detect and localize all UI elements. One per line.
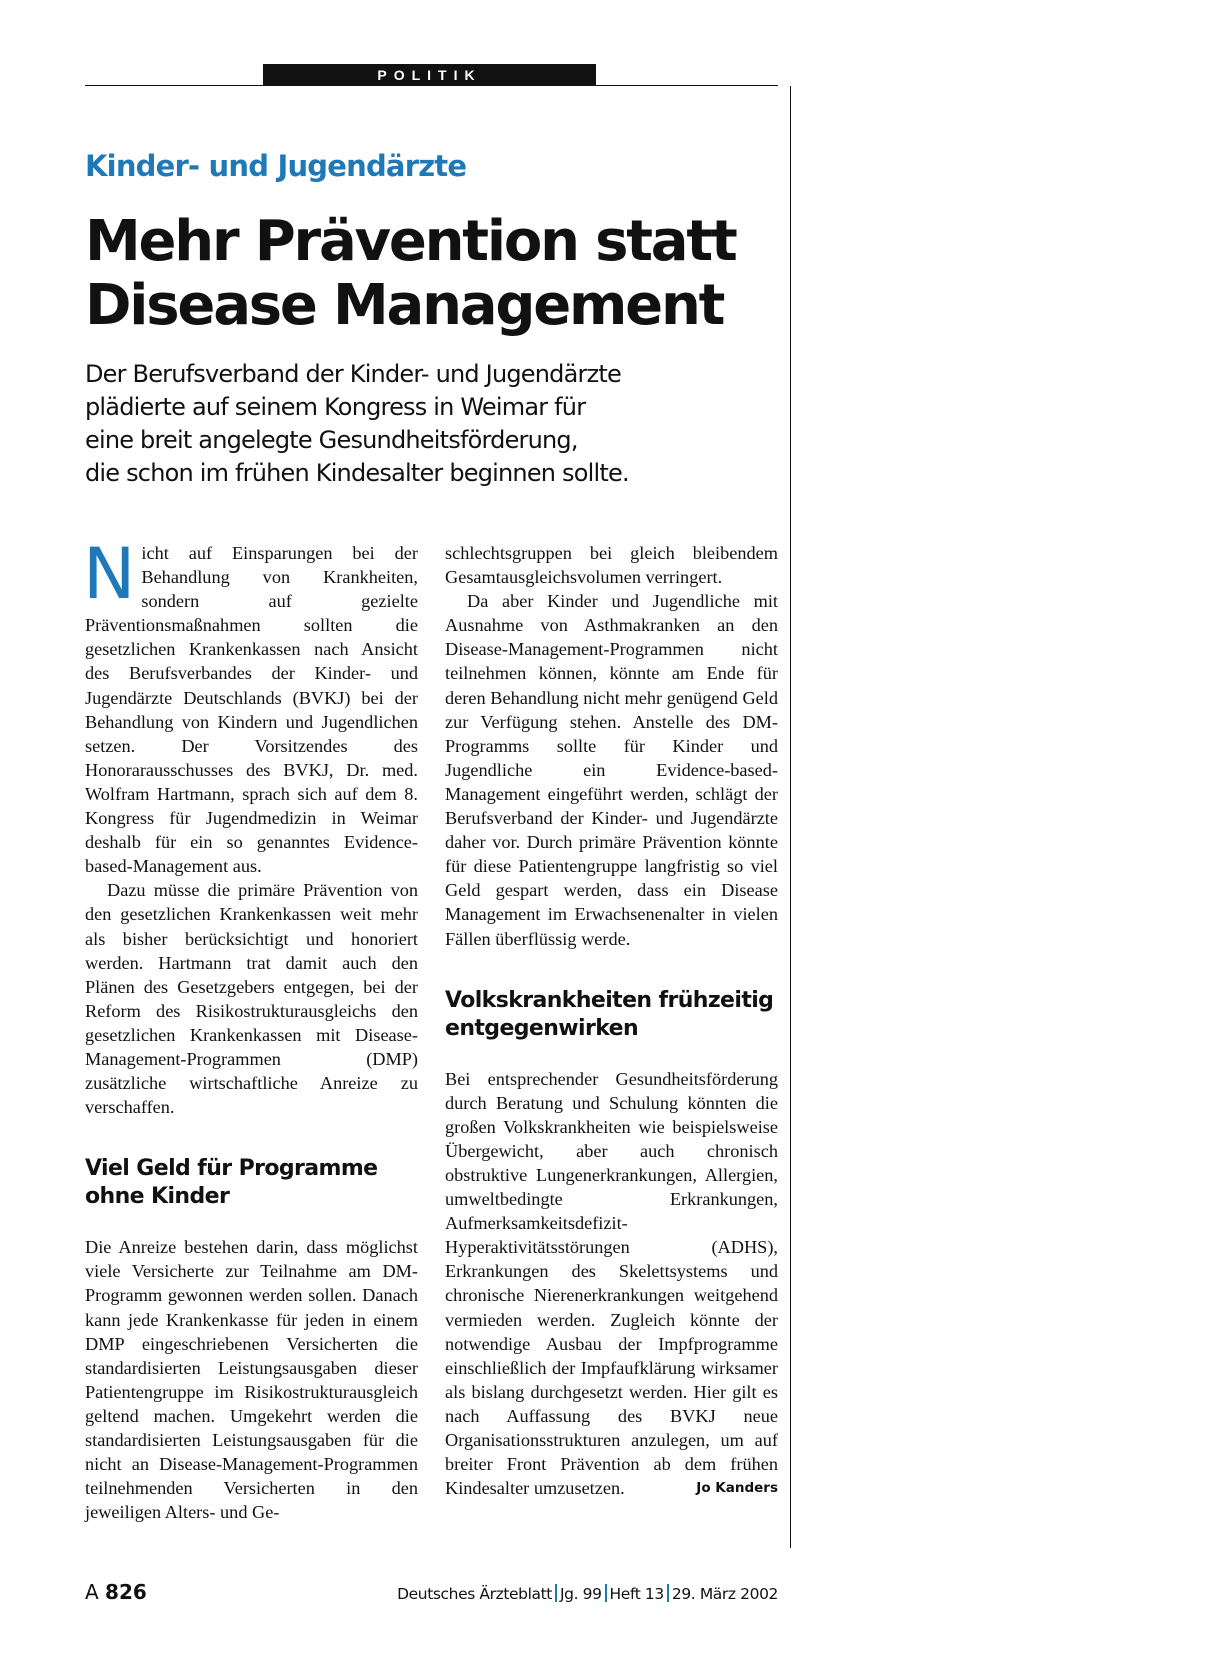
page-number [85, 1580, 147, 1604]
paragraph [445, 1067, 778, 1501]
headline-line: Mehr Prävention statt [85, 209, 736, 274]
paragraph-text: icht auf Einsparungen bei der Behandlung von Krankheiten, sondern auf gezielte Präventionsmaßnahmen sollten die gesetzlichen Krankenkassen nach Ansicht des Berufsverbandes der Kinder- und Jugendärzte Deutschlands (BVKJ) bei der Behandlung von Kindern und Jugendlichen setzen. Der Vorsitzendes des Honorarausschusses des BVKJ, Dr. med. Wolfram Hartmann, sprach sich auf dem 8. Kongress für Jugendmedizin in Weimar deshalb für ein so genanntes Evidence-based-Management aus. [85, 543, 418, 877]
journal-name: Deutsches Ärzteblatt [397, 1585, 552, 1603]
paragraph: Da aber Kinder und Jugendliche mit Ausnahme von Asthmakranken an den Disease-Management-Programmen nicht teilnehmen können, könnte am Ende für deren Behandlung nicht mehr genügend Geld zur Verfügung stehen. Anstelle des DM-Programms sollte für Kinder und Jugendliche ein Evidence-based-Management eingeführt werden, schlägt der Berufsverband der Kinder- und Jugendärzte daher vor. Durch primäre Prävention könnte für diese Patientengruppe langfristig so viel Geld gespart werden, dass ein Disease Management im Erwachsenenalter in vielen Fällen überflüssig werde. [445, 591, 778, 949]
paragraph [83, 533, 418, 878]
page-number-value: 826 [105, 1580, 147, 1604]
lead-line: plädierte auf seinem Kongress in Weimar für [85, 393, 586, 421]
header-rule [85, 85, 778, 86]
section-label: POLITIK [263, 64, 596, 86]
separator [667, 1584, 669, 1602]
lead-line: Der Berufsverband der Kinder- und Jugendärzte [85, 360, 621, 388]
journal-volume: Jg. 99 [559, 1585, 602, 1603]
column-left [83, 533, 418, 1524]
journal-issue: Heft 13 [609, 1585, 664, 1603]
subheading: Volkskrankheiten frühzeitig entgegenwirken [445, 987, 774, 1041]
paragraph: Dazu müsse die primäre Prävention von den gesetzlichen Krankenkassen weit mehr als bisher berücksichtigt und honoriert werden. Hartmann trat damit auch den Plänen des Gesetzgebers entgegen, bei der Reform des Risikostrukturausgleichs den gesetzlichen Krankenkassen mit Disease-Management-Programmen (DMP) zusätzliche wirtschaftliche Anreize zu verschaffen. [85, 880, 418, 1118]
separator [605, 1584, 607, 1602]
headline-line: Disease Management [85, 273, 724, 338]
paragraph: Die Anreize bestehen darin, dass möglichst viele Versicherte zur Teilnahme am DM-Programm gewonnen werden sollen. Danach kann jede Krankenkasse für jeden in einem DMP eingeschriebenen Versicherten die standardisierten Leistungsausgaben dieser Patientengruppe im Risikostrukturausgleich geltend machen. Umgekehrt werden die standardisierten Leistungsausgaben für die nicht an Disease-Management-Programmen teilnehmenden Versicherten in den jeweiligen Alters- und Ge- [85, 1237, 418, 1523]
separator [555, 1584, 557, 1602]
journal-citation [397, 1584, 778, 1603]
paragraph-text: Bei entsprechender Gesundheitsförderung durch Beratung und Schulung könnten die großen Volkskrankheiten wie beispielsweise Übergewicht, aber auch chronisch obstruktive Lungenerkrankungen, Allergien, umweltbedingte Erkrankungen, Aufmerksamkeitsdefizit-Hyperaktivitätsstörungen (ADHS), Erkrankungen des Skelettsystems und chronische Nierenerkrankungen weitgehend vermieden werden. Zugleich könnte der notwendige Ausbau der Impfprogramme einschließlich der Impfaufklärung wirksamer als bislang durchgesetzt werden. Hier gilt es nach Auffassung des BVKJ neue Organisationsstrukturen anzulegen, um auf breiter Front Prävention ab dem frühen Kindesalter umzusetzen. [445, 1068, 778, 1499]
author-byline: Jo Kanders [696, 1480, 778, 1497]
page-prefix: A [85, 1580, 99, 1604]
lead [85, 358, 765, 490]
headline [85, 210, 765, 338]
paragraph: schlechtsgruppen bei gleich bleibendem Gesamtausgleichsvolumen verringert. [445, 543, 778, 588]
drop-cap: N [83, 533, 136, 615]
journal-date: 29. März 2002 [671, 1585, 778, 1603]
lead-line: die schon im frühen Kindesalter beginnen sollte. [85, 459, 629, 487]
kicker: Kinder- und Jugendärzte [85, 149, 467, 183]
subheading: Viel Geld für Programme ohne Kinder [85, 1156, 378, 1210]
column-right [445, 541, 778, 1500]
lead-line: eine breit angelegte Gesundheitsförderung, [85, 426, 578, 454]
column-rule [790, 86, 791, 1548]
